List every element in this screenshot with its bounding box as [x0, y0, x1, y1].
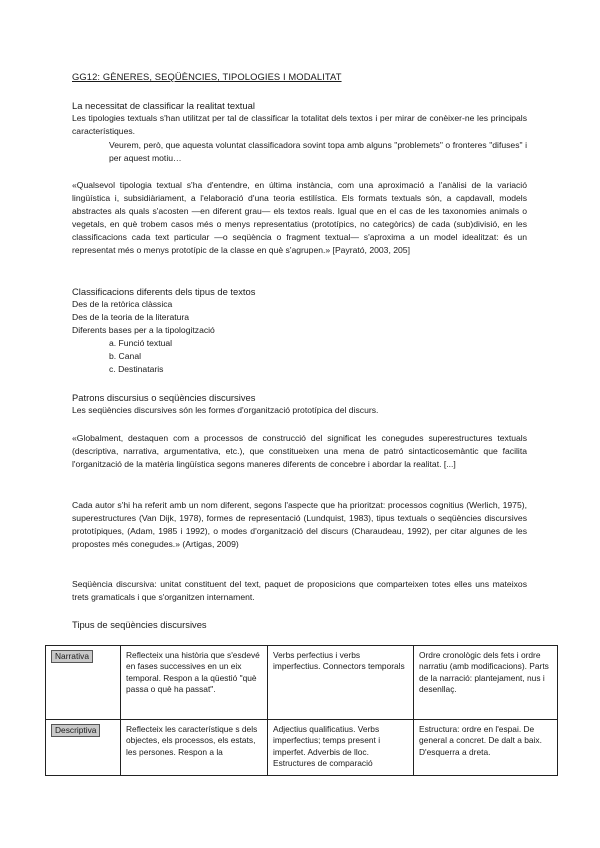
table-cell-features: Verbs perfectius i verbs imperfectius. Connectors temporals	[268, 646, 414, 720]
definition-sequencia: Seqüència discursiva: unitat constituent del text, paquet de proposicions que comparteixen totes elles uns mateixos trets gramaticals i que s'organitzen internament.	[72, 579, 527, 602]
highlighted-type-label: Narrativa	[51, 650, 93, 663]
table-cell-features: Adjectius qualificatius. Verbs imperfectius; temps present i imperfet. Adverbis de lloc. Estructures de comparació	[268, 720, 414, 776]
table-row	[46, 720, 558, 776]
table-cell-type	[46, 646, 121, 720]
sub-list-item: a. Funció textual	[109, 338, 173, 348]
sequence-types-table	[45, 645, 558, 776]
highlighted-type-label: Descriptiva	[51, 724, 100, 737]
table-cell-description: Reflecteix les característique s dels objectes, els processos, els estats, les persones. Respon a la	[121, 720, 268, 776]
section-heading-patrons: Patrons discursius o seqüències discursives	[72, 392, 256, 403]
list-item: Des de la teoria de la literatura	[72, 312, 190, 322]
list-item: Des de la retòrica clàssica	[72, 299, 173, 309]
classification-list	[72, 298, 527, 376]
section-heading-necessitat: La necessitat de classificar la realitat textual	[72, 100, 255, 111]
quote-cada-autor: Cada autor s'hi ha referit amb un nom diferent, segons l'aspecte que ha prioritzat: processos cognitius (Werlich, 1975), superestructures (Van Dijk, 1978), formes de representació (Lundquist, 1983), tipus textuals o seqüències discursives prototípiques, (Adam, 1985 i 1992), o modes d'organització del discurs (Charaudeau, 1992), per citar algunes de les propostes més conegudes.» (Artigas, 2009)	[72, 500, 527, 549]
table-cell-description: Reflecteix una història que s'esdevé en fases successives en un eix temporal. Respon a la qüestió "què passa o què ha passat".	[121, 646, 268, 720]
paragraph-sequencies: Les seqüències discursives són les formes d'organització prototípica del discurs.	[72, 405, 379, 415]
list-item: Diferents bases per a la tipologització	[72, 325, 215, 335]
table-cell-structure: Estructura: ordre en l'espai. De general a concret. De dalt a baix. D'esquerra a dreta.	[414, 720, 558, 776]
sub-list-item: c. Destinataris	[109, 364, 164, 374]
paragraph-tipologies: Les tipologies textuals s'han utilitzat per tal de classificar la totalitat dels textos i per mirar de conèixer-ne les principals característiques.	[72, 113, 527, 136]
section-heading-classificacions: Classificacions diferents dels tipus de textos	[72, 286, 256, 297]
table-cell-type	[46, 720, 121, 776]
table-cell-structure: Ordre cronològic dels fets i ordre narratiu (amb modificacions). Parts de la narració: plantejament, nus i desenllaç.	[414, 646, 558, 720]
document-title: GG12: GÈNERES, SEQÜÈNCIES, TIPOLOGIES I MODALITAT	[72, 71, 342, 82]
table-row	[46, 646, 558, 720]
table-heading: Tipus de seqüències discursives	[72, 619, 207, 630]
indented-paragraph: Veurem, però, que aquesta voluntat classificadora sovint topa amb alguns "problemets" o fronteres "difuses" i per aquest motiu…	[109, 140, 527, 163]
quote-payrato: «Qualsevol tipologia textual s'ha d'entendre, en última instància, com una aproximació a l'anàlisi de la variació lingüística i, subsidiàriament, a l'elaboració d'una teoria estilística. Els formats textuals són, a capdavall, models abstractes als quals s'acosten —en diferent grau— els textos reals. Igual que en el cas de les taxonomies animals o vegetals, en què trobem casos més o menys representatius (prototípics, no categòrics) de cada (sub)divisió, en les classificacions cada text particular —o seqüència o fragment textual— s'aproxima a un model idealitzat: és un representat més o menys prototípic de la classe en què s'agrupen.» [Payrató, 2003, 205]	[72, 180, 527, 255]
quote-globalment: «Globalment, destaquen com a processos de construcció del significat les conegudes superestructures textuals (descriptiva, narrativa, argumentativa, etc.), que constitueixen una mena de patró sintacticosemàntic que facilita l'organització de la matèria lingüística segons maneres diferents de concebre i abordar la realitat. [...]	[72, 433, 527, 469]
sub-list-item: b. Canal	[109, 351, 142, 361]
